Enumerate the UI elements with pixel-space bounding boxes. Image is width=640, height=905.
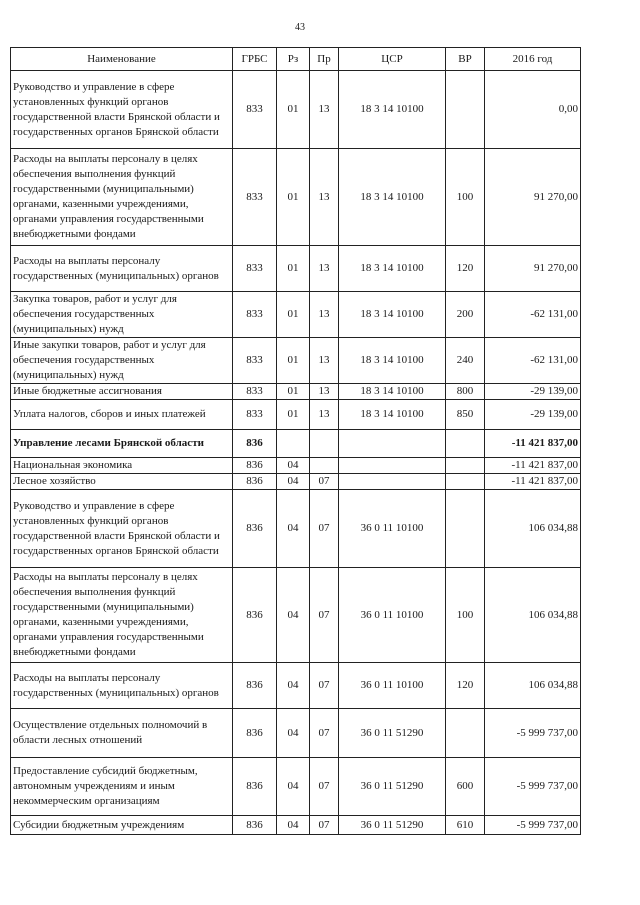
table-header-row — [11, 48, 581, 71]
table-row — [11, 490, 581, 568]
cell-name: Расходы на выплаты персоналу в целях обеспечения выполнения функций государственными (муниципальными) органами, казенными учреждениями, органами управления государственными внебюджетными фондами — [11, 568, 233, 663]
cell-csr: 18 3 14 10100 — [339, 149, 446, 246]
table-row — [11, 474, 581, 490]
cell-name: Иные бюджетные ассигнования — [11, 384, 233, 400]
cell-amount: -5 999 737,00 — [485, 758, 581, 816]
cell-vr: 610 — [446, 816, 485, 835]
cell-csr: 18 3 14 10100 — [339, 71, 446, 149]
cell-amount: -5 999 737,00 — [485, 816, 581, 835]
cell-amount: -62 131,00 — [485, 292, 581, 338]
cell-rz: 04 — [277, 568, 310, 663]
cell-grbs: 833 — [233, 400, 277, 430]
cell-rz — [277, 430, 310, 458]
cell-name: Предоставление субсидий бюджетным, автономным учреждениям и иным некоммерческим организациям — [11, 758, 233, 816]
table-row — [11, 568, 581, 663]
cell-grbs: 836 — [233, 474, 277, 490]
cell-pr: 07 — [310, 474, 339, 490]
cell-csr: 36 0 11 51290 — [339, 758, 446, 816]
cell-rz: 04 — [277, 709, 310, 758]
cell-csr: 36 0 11 51290 — [339, 816, 446, 835]
cell-amount: -11 421 837,00 — [485, 458, 581, 474]
cell-pr: 13 — [310, 400, 339, 430]
table-row — [11, 430, 581, 458]
cell-vr — [446, 430, 485, 458]
cell-vr: 100 — [446, 568, 485, 663]
cell-grbs: 833 — [233, 246, 277, 292]
cell-csr: 36 0 11 10100 — [339, 490, 446, 568]
table-row — [11, 400, 581, 430]
cell-vr: 120 — [446, 246, 485, 292]
cell-pr: 07 — [310, 663, 339, 709]
cell-name: Руководство и управление в сфере установленных функций органов государственной власти Брянской области и государственных органов Брянской области — [11, 71, 233, 149]
cell-name: Расходы на выплаты персоналу государственных (муниципальных) органов — [11, 246, 233, 292]
cell-name: Расходы на выплаты персоналу государственных (муниципальных) органов — [11, 663, 233, 709]
cell-grbs: 833 — [233, 292, 277, 338]
cell-name: Руководство и управление в сфере установленных функций органов государственной власти Брянской области и государственных органов Брянской области — [11, 490, 233, 568]
cell-rz: 04 — [277, 458, 310, 474]
cell-grbs: 836 — [233, 458, 277, 474]
table-row — [11, 338, 581, 384]
header-rz: Рз — [277, 48, 310, 71]
cell-pr: 13 — [310, 71, 339, 149]
cell-vr: 100 — [446, 149, 485, 246]
cell-grbs: 833 — [233, 71, 277, 149]
cell-rz: 04 — [277, 663, 310, 709]
cell-rz: 01 — [277, 338, 310, 384]
cell-vr: 120 — [446, 663, 485, 709]
cell-grbs: 833 — [233, 338, 277, 384]
cell-rz: 04 — [277, 490, 310, 568]
cell-rz: 01 — [277, 71, 310, 149]
cell-rz: 01 — [277, 246, 310, 292]
cell-name: Национальная экономика — [11, 458, 233, 474]
cell-grbs: 836 — [233, 758, 277, 816]
cell-csr: 18 3 14 10100 — [339, 400, 446, 430]
cell-pr: 07 — [310, 568, 339, 663]
cell-csr — [339, 474, 446, 490]
cell-pr: 07 — [310, 816, 339, 835]
cell-rz: 01 — [277, 149, 310, 246]
cell-csr: 36 0 11 51290 — [339, 709, 446, 758]
cell-name: Осуществление отдельных полномочий в области лесных отношений — [11, 709, 233, 758]
cell-vr — [446, 71, 485, 149]
cell-rz: 01 — [277, 384, 310, 400]
cell-pr: 07 — [310, 709, 339, 758]
cell-amount: -29 139,00 — [485, 400, 581, 430]
table-row — [11, 758, 581, 816]
cell-name: Уплата налогов, сборов и иных платежей — [11, 400, 233, 430]
cell-vr — [446, 474, 485, 490]
table-row — [11, 71, 581, 149]
cell-pr: 13 — [310, 246, 339, 292]
cell-pr: 07 — [310, 758, 339, 816]
cell-csr: 36 0 11 10100 — [339, 568, 446, 663]
cell-grbs: 833 — [233, 149, 277, 246]
cell-vr — [446, 490, 485, 568]
cell-name: Субсидии бюджетным учреждениям — [11, 816, 233, 835]
table-row — [11, 816, 581, 835]
cell-csr: 36 0 11 10100 — [339, 663, 446, 709]
cell-csr: 18 3 14 10100 — [339, 246, 446, 292]
cell-pr: 07 — [310, 490, 339, 568]
cell-vr: 800 — [446, 384, 485, 400]
cell-grbs: 836 — [233, 709, 277, 758]
cell-vr: 200 — [446, 292, 485, 338]
header-amount: 2016 год — [485, 48, 581, 71]
cell-amount: -62 131,00 — [485, 338, 581, 384]
cell-amount: -29 139,00 — [485, 384, 581, 400]
cell-pr: 13 — [310, 292, 339, 338]
header-grbs: ГРБС — [233, 48, 277, 71]
table-row — [11, 292, 581, 338]
cell-vr — [446, 458, 485, 474]
header-vr: ВР — [446, 48, 485, 71]
table-row — [11, 663, 581, 709]
cell-amount: 106 034,88 — [485, 568, 581, 663]
cell-pr: 13 — [310, 384, 339, 400]
cell-vr — [446, 709, 485, 758]
cell-rz: 04 — [277, 758, 310, 816]
cell-pr — [310, 430, 339, 458]
cell-amount: 106 034,88 — [485, 490, 581, 568]
cell-pr — [310, 458, 339, 474]
cell-name: Расходы на выплаты персоналу в целях обеспечения выполнения функций государственными (муниципальными) органами, казенными учреждениями, органами управления государственными внебюджетными фондами — [11, 149, 233, 246]
cell-csr — [339, 430, 446, 458]
cell-grbs: 836 — [233, 490, 277, 568]
header-pr: Пр — [310, 48, 339, 71]
cell-amount: -5 999 737,00 — [485, 709, 581, 758]
cell-vr: 600 — [446, 758, 485, 816]
cell-rz: 01 — [277, 400, 310, 430]
cell-csr: 18 3 14 10100 — [339, 384, 446, 400]
table-row — [11, 458, 581, 474]
cell-amount: 91 270,00 — [485, 246, 581, 292]
table-row — [11, 384, 581, 400]
cell-grbs: 836 — [233, 430, 277, 458]
cell-csr: 18 3 14 10100 — [339, 292, 446, 338]
cell-grbs: 836 — [233, 816, 277, 835]
cell-grbs: 836 — [233, 568, 277, 663]
cell-pr: 13 — [310, 338, 339, 384]
cell-amount: 0,00 — [485, 71, 581, 149]
cell-amount: -11 421 837,00 — [485, 430, 581, 458]
cell-name: Управление лесами Брянской области — [11, 430, 233, 458]
page-number: 43 — [295, 22, 305, 33]
cell-name: Закупка товаров, работ и услуг для обеспечения государственных (муниципальных) нужд — [11, 292, 233, 338]
cell-grbs: 833 — [233, 384, 277, 400]
table-row — [11, 149, 581, 246]
cell-grbs: 836 — [233, 663, 277, 709]
cell-amount: -11 421 837,00 — [485, 474, 581, 490]
cell-amount: 91 270,00 — [485, 149, 581, 246]
cell-csr: 18 3 14 10100 — [339, 338, 446, 384]
cell-amount: 106 034,88 — [485, 663, 581, 709]
cell-pr: 13 — [310, 149, 339, 246]
cell-name: Иные закупки товаров, работ и услуг для обеспечения государственных (муниципальных) нужд — [11, 338, 233, 384]
cell-csr — [339, 458, 446, 474]
cell-vr: 240 — [446, 338, 485, 384]
header-name: Наименование — [11, 48, 233, 71]
cell-vr: 850 — [446, 400, 485, 430]
cell-rz: 04 — [277, 474, 310, 490]
table-row — [11, 709, 581, 758]
cell-rz: 01 — [277, 292, 310, 338]
table-row — [11, 246, 581, 292]
cell-name: Лесное хозяйство — [11, 474, 233, 490]
budget-table — [10, 47, 581, 835]
header-csr: ЦСР — [339, 48, 446, 71]
cell-rz: 04 — [277, 816, 310, 835]
